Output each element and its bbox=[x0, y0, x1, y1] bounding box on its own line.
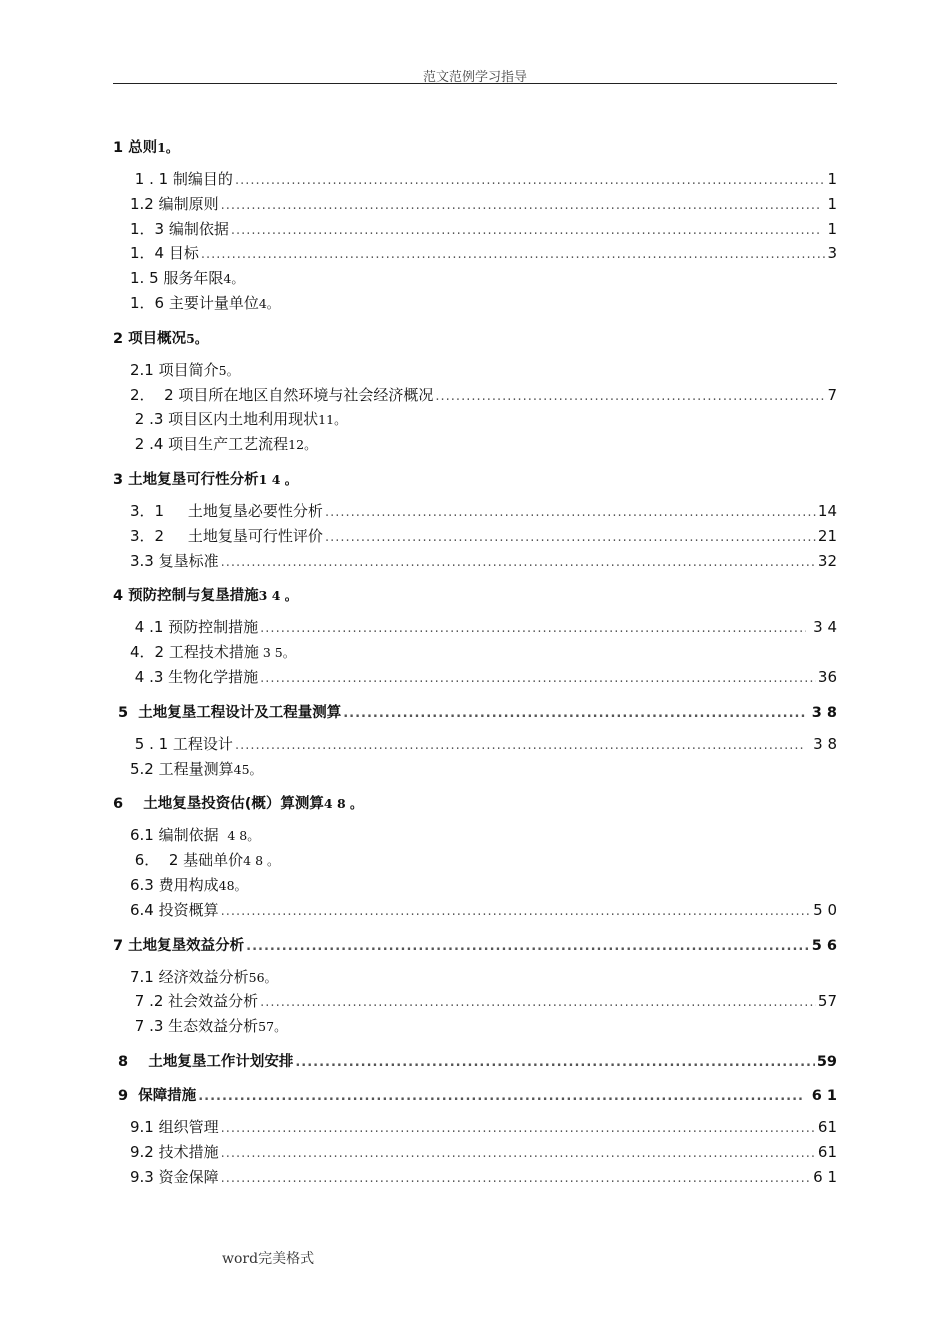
toc-entry-label: 3．2 土地复垦可行性评价 bbox=[130, 526, 323, 545]
toc-section-heading[interactable] bbox=[113, 934, 837, 958]
toc-page-field: 4 8。 bbox=[223, 828, 260, 844]
dot-leader bbox=[235, 173, 826, 188]
toc-entry-label: 2 .4 项目生产工艺流程 bbox=[130, 435, 289, 454]
toc-entry-list bbox=[113, 500, 837, 574]
toc-entry[interactable] bbox=[113, 1141, 837, 1166]
toc-entry-label: 3．1 土地复垦必要性分析 bbox=[130, 501, 323, 520]
toc-page-number: 36 bbox=[817, 667, 837, 686]
toc-entry-label: 1.2 编制原则 bbox=[130, 194, 219, 213]
table-of-contents bbox=[113, 136, 837, 1190]
dot-leader bbox=[221, 1146, 816, 1161]
toc-entry-label: 1．6 主要计量单位 bbox=[130, 293, 259, 312]
toc-entry[interactable] bbox=[113, 758, 837, 783]
toc-page-field: 3 5。 bbox=[258, 645, 296, 661]
toc-section-label: 1 总则 bbox=[113, 140, 158, 156]
toc-entry-list bbox=[113, 966, 837, 1040]
toc-entry-label: 1 . 1 制编目的 bbox=[130, 170, 233, 188]
toc-section-heading[interactable] bbox=[113, 1050, 837, 1074]
toc-entry[interactable] bbox=[113, 408, 837, 433]
toc-page-number: 5 0 bbox=[813, 900, 837, 919]
toc-section-heading[interactable] bbox=[113, 327, 837, 351]
dot-leader bbox=[221, 904, 812, 919]
dot-leader bbox=[325, 505, 816, 520]
toc-entry-label: 7 .2 社会效益分析 bbox=[130, 992, 259, 1011]
toc-page-field: 3 4 。 bbox=[258, 588, 298, 604]
toc-entry[interactable] bbox=[113, 500, 837, 525]
toc-entry[interactable] bbox=[113, 666, 837, 691]
toc-section-label: 8 土地复垦工作计划安排 bbox=[113, 1053, 294, 1070]
toc-entry-label: 5 . 1 工程设计 bbox=[130, 734, 233, 753]
toc-entry[interactable] bbox=[113, 218, 837, 243]
toc-entry-label: 4．2 工程技术措施 bbox=[130, 643, 259, 662]
dot-leader bbox=[260, 671, 816, 686]
page-footer: word完美格式 bbox=[222, 1251, 315, 1267]
dot-leader bbox=[260, 995, 816, 1010]
toc-page-number: 1 bbox=[822, 194, 837, 213]
toc-section-heading[interactable] bbox=[113, 1084, 837, 1108]
toc-entry-label: 7.1 经济效益分析 bbox=[130, 967, 249, 986]
toc-entry[interactable] bbox=[113, 874, 837, 899]
toc-section-heading[interactable] bbox=[113, 136, 837, 160]
toc-entry-label: 1．3 编制依据 bbox=[130, 219, 229, 238]
toc-page-field: 1 4 。 bbox=[258, 471, 298, 487]
toc-page-field: 4。 bbox=[258, 295, 280, 311]
toc-section-heading[interactable] bbox=[113, 468, 837, 492]
toc-page-field: 45。 bbox=[233, 761, 263, 777]
toc-page-number: 7 bbox=[827, 385, 837, 404]
toc-entry[interactable] bbox=[113, 899, 837, 924]
toc-entry-label: 9.2 技术措施 bbox=[130, 1142, 219, 1161]
toc-entry-label: 2 .3 项目区内土地利用现状 bbox=[130, 410, 319, 429]
toc-entry[interactable] bbox=[113, 1116, 837, 1141]
toc-section-label: 5 土地复垦工程设计及工程量测算 bbox=[113, 704, 342, 721]
toc-page-field: 5。 bbox=[186, 330, 208, 346]
toc-page-field: 4 8 。 bbox=[243, 853, 280, 869]
dot-leader bbox=[343, 706, 804, 721]
header-divider bbox=[113, 83, 837, 84]
toc-entry[interactable] bbox=[113, 1166, 837, 1191]
toc-page-field: 12。 bbox=[288, 437, 317, 453]
toc-entry-list bbox=[113, 359, 837, 458]
toc-entry-list bbox=[113, 168, 837, 317]
toc-entry-list bbox=[113, 733, 837, 783]
toc-entry[interactable] bbox=[113, 733, 837, 758]
page-header: 范文范例学习指导 bbox=[422, 70, 527, 85]
toc-entry-label: 6． 2 基础单价 bbox=[130, 851, 244, 870]
dot-leader bbox=[260, 621, 806, 636]
toc-entry-label: 6.4 投资概算 bbox=[130, 900, 219, 919]
dot-leader bbox=[221, 555, 816, 570]
toc-entry-list bbox=[113, 616, 837, 690]
toc-entry[interactable] bbox=[113, 641, 837, 666]
toc-entry[interactable] bbox=[113, 168, 837, 193]
toc-entry[interactable] bbox=[113, 267, 837, 292]
toc-page-field: 1。 bbox=[157, 140, 179, 155]
toc-page-field: 11。 bbox=[318, 412, 347, 428]
toc-section-label: 7 土地复垦效益分析 bbox=[113, 937, 245, 954]
toc-page-number: 1 bbox=[827, 170, 837, 188]
toc-page-number: 3 8 bbox=[806, 704, 837, 721]
toc-page-number: 3 8 bbox=[808, 734, 837, 753]
dot-leader bbox=[231, 223, 821, 238]
toc-page-number: 59 bbox=[816, 1053, 837, 1070]
toc-entry-label: 1. 5 服务年限 bbox=[130, 269, 224, 288]
toc-entry-label: 3.3 复垦标准 bbox=[130, 551, 219, 570]
toc-entry-list bbox=[113, 824, 837, 923]
toc-entry[interactable] bbox=[113, 384, 837, 409]
toc-entry-label: 4 .3 生物化学措施 bbox=[130, 667, 259, 686]
toc-page-field: 56。 bbox=[248, 969, 278, 985]
toc-entry-list bbox=[113, 1116, 837, 1190]
toc-section-heading[interactable] bbox=[113, 792, 837, 816]
toc-page-number: 1 bbox=[822, 219, 837, 238]
toc-section-heading[interactable] bbox=[113, 701, 837, 725]
toc-entry-label: 9.1 组织管理 bbox=[130, 1117, 219, 1136]
dot-leader bbox=[246, 939, 810, 954]
toc-entry-label: 2.1 项目简介 bbox=[130, 360, 219, 379]
toc-entry[interactable] bbox=[113, 359, 837, 384]
dot-leader bbox=[221, 1171, 812, 1186]
toc-page-field: 57。 bbox=[258, 1019, 287, 1035]
toc-section-heading[interactable] bbox=[113, 584, 837, 608]
toc-page-number: 61 bbox=[817, 1142, 837, 1161]
toc-page-field: 48。 bbox=[218, 877, 248, 893]
toc-entry[interactable] bbox=[113, 242, 837, 267]
dot-leader bbox=[221, 198, 821, 213]
toc-page-number: 61 bbox=[817, 1117, 837, 1136]
toc-page-number: 6 1 bbox=[806, 1087, 837, 1104]
toc-entry[interactable] bbox=[113, 966, 837, 991]
toc-page-number: 3 4 bbox=[808, 618, 837, 637]
toc-section-label: 4 预防控制与复垦措施 bbox=[113, 588, 259, 605]
dot-leader bbox=[235, 738, 806, 753]
toc-page-number: 5 6 bbox=[811, 937, 837, 954]
toc-page-number: 14 bbox=[817, 501, 837, 520]
toc-section-label: 9 保障措施 bbox=[113, 1087, 197, 1104]
toc-page-number: 21 bbox=[817, 526, 837, 545]
toc-entry[interactable] bbox=[113, 193, 837, 218]
toc-entry-label: 9.3 资金保障 bbox=[130, 1167, 219, 1186]
toc-entry-label: 1．4 目标 bbox=[130, 244, 199, 263]
toc-entry-label: 6.1 编制依据 bbox=[130, 826, 224, 845]
toc-entry[interactable] bbox=[113, 616, 837, 641]
dot-leader bbox=[221, 1121, 816, 1136]
toc-section-label: 6 土地复垦投资估(概）算测算 bbox=[113, 796, 324, 813]
toc-entry[interactable] bbox=[113, 990, 837, 1015]
toc-entry-label: 7 .3 生态效益分析 bbox=[130, 1017, 259, 1036]
dot-leader bbox=[295, 1055, 814, 1070]
toc-entry[interactable] bbox=[113, 824, 837, 849]
toc-entry[interactable] bbox=[113, 525, 837, 550]
toc-entry[interactable] bbox=[113, 433, 837, 458]
dot-leader bbox=[325, 530, 816, 545]
dot-leader bbox=[198, 1089, 804, 1104]
toc-entry[interactable] bbox=[113, 1015, 837, 1040]
toc-entry-label: 5.2 工程量测算 bbox=[130, 759, 234, 778]
toc-entry-label: 6.3 费用构成 bbox=[130, 875, 219, 894]
toc-entry[interactable] bbox=[113, 849, 837, 874]
toc-entry[interactable] bbox=[113, 550, 837, 575]
toc-page-field: 4。 bbox=[223, 271, 244, 287]
toc-page-number: 3 bbox=[827, 244, 837, 263]
toc-entry-label: 4 .1 预防控制措施 bbox=[130, 618, 259, 637]
dot-leader bbox=[201, 247, 826, 262]
toc-entry[interactable] bbox=[113, 292, 837, 317]
dot-leader bbox=[435, 389, 825, 404]
toc-section-label: 2 项目概况 bbox=[113, 330, 187, 347]
toc-page-number: 57 bbox=[817, 992, 837, 1011]
toc-page-number: 32 bbox=[817, 551, 837, 570]
toc-page-field: 5。 bbox=[218, 362, 240, 378]
toc-page-number: 6 1 bbox=[813, 1167, 837, 1186]
toc-page-field: 4 8 。 bbox=[323, 796, 363, 812]
toc-entry-label: 2． 2 项目所在地区自然环境与社会经济概况 bbox=[130, 385, 434, 404]
toc-section-label: 3 土地复垦可行性分析 bbox=[113, 471, 259, 488]
